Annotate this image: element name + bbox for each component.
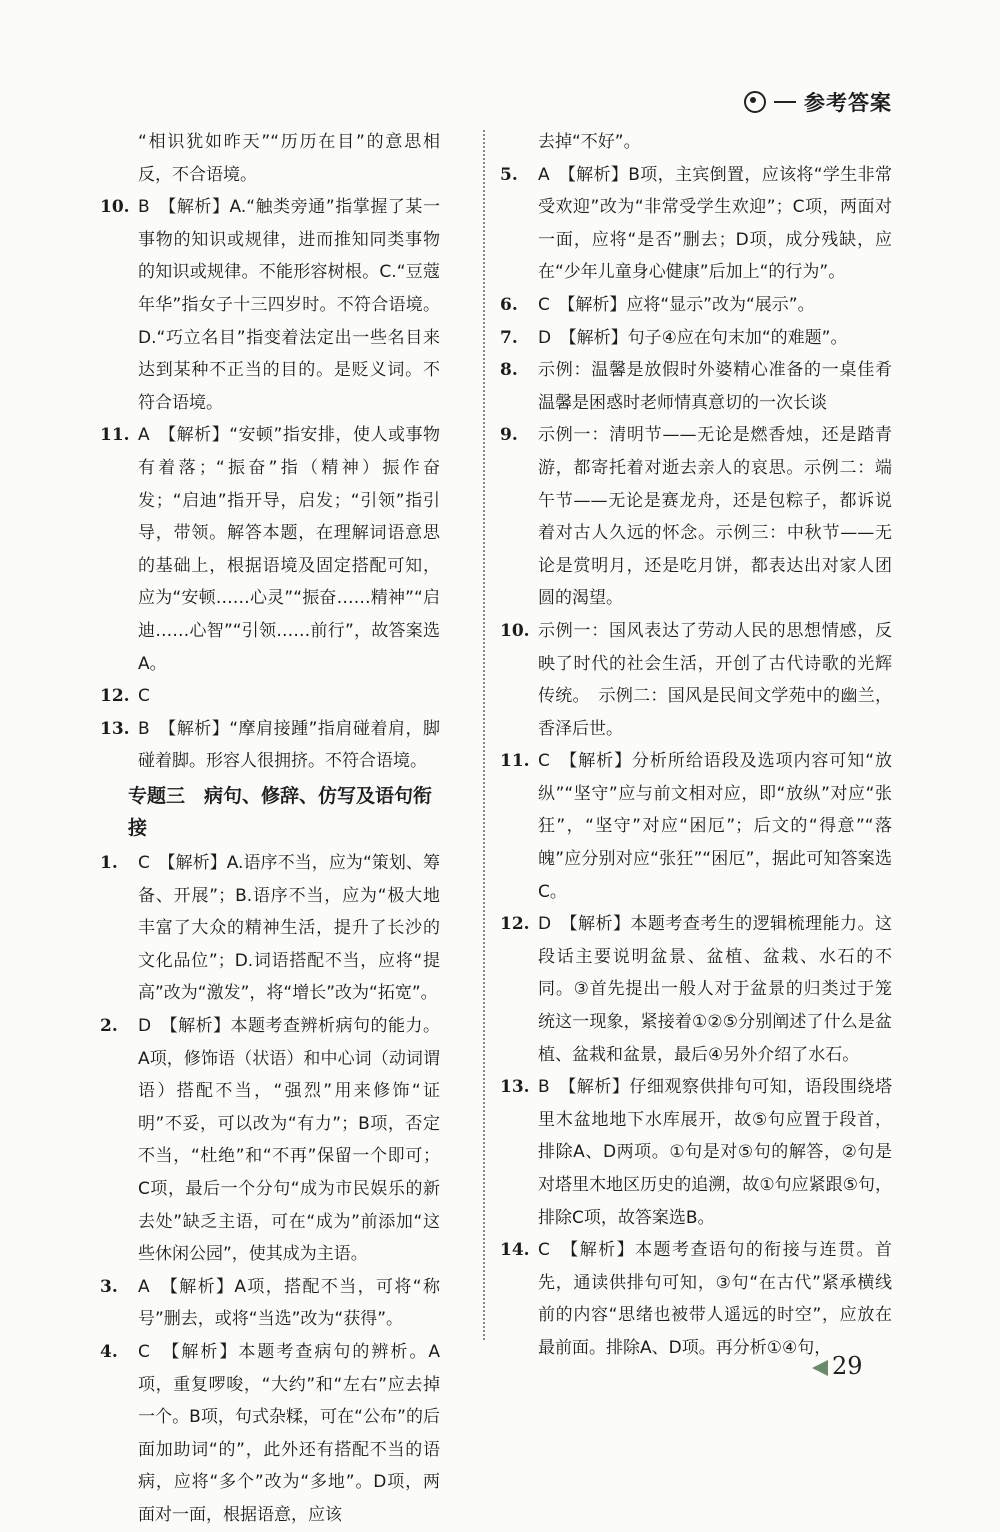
- header-title: 参考答案: [804, 91, 892, 115]
- answer-item: [100, 191, 440, 419]
- answer-item: [500, 354, 909, 419]
- answer-item: [100, 713, 440, 778]
- answer-text: 示例一：清明节——无论是燃香烛，还是踏青游，都寄托着对逝去亲人的哀思。示例二：端午节——无论是赛龙舟，还是包粽子，都诉说着对古人久远的怀念。示例三：中秋节——无论是赏明月，还是吃月饼，都表达出对家人团圆的渴望。: [538, 425, 892, 609]
- left-items-before: [100, 191, 440, 778]
- answer-item: [500, 1071, 892, 1234]
- right-intro: 去掉“不好”。: [538, 132, 641, 152]
- answer-number: 11.: [100, 425, 130, 446]
- answer-number: 9.: [500, 425, 518, 446]
- answer-text: C 【解析】本题考查语句的衔接与连贯。首先，通读供排句可知，③句“在古代”紧承横线前的内容“思绪也被带人遥远的时空”，应放在最前面。排除A、D项。再分析①④句，: [538, 1240, 892, 1358]
- section-title: 专题三 病句、修辞、仿写及语句衔接: [128, 784, 433, 840]
- answer-number: 12.: [500, 914, 530, 935]
- answer-item: [100, 847, 440, 1010]
- answer-number: 14.: [500, 1240, 530, 1261]
- answer-item: [500, 159, 892, 289]
- page-number: 29: [832, 1352, 863, 1380]
- page-arrow-icon: [812, 1360, 828, 1376]
- answer-text: A 【解析】B项，主宾倒置，应该将“学生非常受欢迎”改为“非常受学生欢迎”；C项，两面对一面，应将“是否”删去；D项，成分残缺，应在“少年儿童身心健康”后加上“的行为”。: [538, 164, 892, 283]
- answer-text: C 【解析】本题考查病句的辨析。A项，重复啰唆，“大约”和“左右”应去掉一个。B项，句式杂糅，可在“公布”的后面加助词“的”，此外还有搭配不当的语病，应将“多个”改为“多地”。D项，两面对一面，根据语意，应该: [138, 1341, 440, 1525]
- answer-number: 1.: [100, 853, 118, 874]
- answer-number: 13.: [100, 718, 130, 739]
- page-header: [744, 88, 892, 116]
- answer-item: [100, 680, 440, 713]
- answer-item: [100, 1336, 440, 1532]
- answer-number: 10.: [500, 620, 530, 641]
- left-intro: “相识犹如昨天”“历历在目”的意思相反，不合语境。: [138, 132, 440, 185]
- answer-item: [500, 419, 892, 615]
- answer-number: 6.: [500, 294, 518, 315]
- answer-text: D 【解析】本题考查考生的逻辑梳理能力。这段话主要说明盆景、盆植、盆栽、水石的不同。③首先提出一般人对于盆景的归类过于笼统这一现象，紧接着①②⑤分别阐述了什么是盆植、盆栽和盆景，最后④另外介绍了水石。: [538, 914, 892, 1065]
- column-divider: [483, 130, 485, 1340]
- answer-item: [500, 322, 892, 355]
- answer-item: [100, 419, 440, 680]
- answer-text: C 【解析】应将“显示”改为“展示”。: [538, 294, 815, 315]
- answer-number: 11.: [500, 751, 530, 772]
- right-column: [500, 126, 909, 1365]
- answer-number: 3.: [100, 1276, 118, 1297]
- answer-item: [100, 1010, 440, 1271]
- answer-text: A 【解析】A项，搭配不当，可将“称号”删去，或将“当选”改为“获得”。: [138, 1276, 440, 1330]
- answer-item: [500, 615, 892, 745]
- answer-number: 7.: [500, 327, 518, 348]
- answer-text: C 【解析】分析所给语段及选项内容可知“放纵”“坚守”应与前文相对应，即“放纵”对应“张狂”，“坚守”对应“困厄”；后文的“得意”“落魄”应分别对应“张狂”“困厄”，据此可知答案选C。: [538, 751, 892, 902]
- answer-number: 4.: [100, 1341, 118, 1362]
- answer-text: 示例：温馨是放假时外婆精心准备的一桌佳肴 温馨是困惑时老师情真意切的一次长谈: [538, 360, 909, 413]
- answer-text: C 【解析】A.语序不当，应为“策划、筹备、开展”；B.语序不当，应为“极大地丰富了大众的精神生活，提升了长沙的文化品位”；D.词语搭配不当，应将“提高”改为“激发”，将“增长”改为“拓宽”。: [138, 853, 440, 1004]
- answer-text: 示例一：国风表达了劳动人民的思想情感，反映了时代的社会生活，开创了古代诗歌的光辉传统。 示例二：国风是民间文学苑中的幽兰，香泽后世。: [538, 620, 892, 739]
- answer-text: B 【解析】仔细观察供排句可知，语段围绕塔里木盆地地下水库展开，故⑤句应置于段首，排除A、D两项。①句是对⑤句的解答，②句是对塔里木地区历史的追溯，故①句应紧跟⑤句，排除C项，故答案选B。: [538, 1077, 892, 1228]
- answer-item: [500, 745, 892, 908]
- right-items: [500, 159, 909, 1365]
- answer-item: [500, 289, 892, 322]
- answer-text: D 【解析】本题考查辨析病句的能力。A项，修饰语（状语）和中心词（动词谓语）搭配不当，“强烈”用来修饰“证明”不妥，可以改为“有力”；B项，否定不当，“杜绝”和“不再”保留一个即可；C项，最后一个分句“成为市民娱乐的新去处”缺乏主语，可在“成为”前添加“这些休闲公园”，使其成为主语。: [138, 1016, 440, 1265]
- left-column: [100, 126, 440, 1532]
- answer-number: 12.: [100, 686, 130, 707]
- header-rule: [774, 101, 796, 103]
- answer-item: [100, 1271, 440, 1336]
- left-items-after: [100, 847, 440, 1531]
- answer-number: 5.: [500, 164, 518, 185]
- book-logo-icon: [744, 91, 766, 113]
- answer-number: 13.: [500, 1077, 530, 1098]
- answer-number: 2.: [100, 1016, 118, 1037]
- answer-number: 8.: [500, 360, 518, 381]
- answer-text: B 【解析】“摩肩接踵”指肩碰着肩，脚碰着脚。形容人很拥挤。不符合语境。: [138, 718, 440, 772]
- answer-item: [500, 908, 892, 1071]
- answer-text: A 【解析】“安顿”指安排，使人或事物有着落；“振奋”指（精神）振作奋发；“启迪”指开导，启发；“引领”指引导，带领。解答本题，在理解词语意思的基础上，根据语境及固定搭配可知，应为“安顿……心灵”“振奋……精神”“启迪……心智”“引领……前行”，故答案选A。: [138, 425, 440, 674]
- answer-item: [500, 1234, 892, 1364]
- answer-text: D 【解析】句子④应在句末加“的难题”。: [538, 327, 848, 348]
- answer-number: 10.: [100, 197, 130, 218]
- answer-text: B 【解析】A.“触类旁通”指掌握了某一事物的知识或规律，进而推知同类事物的知识或规律。不能形容树根。C.“豆蔻年华”指女子十三四岁时。不符合语境。D.“巧立名目”指变着法定出一些名目来达到某种不正当的目的。是贬义词。不符合语境。: [138, 197, 440, 413]
- answer-text: C: [138, 686, 150, 707]
